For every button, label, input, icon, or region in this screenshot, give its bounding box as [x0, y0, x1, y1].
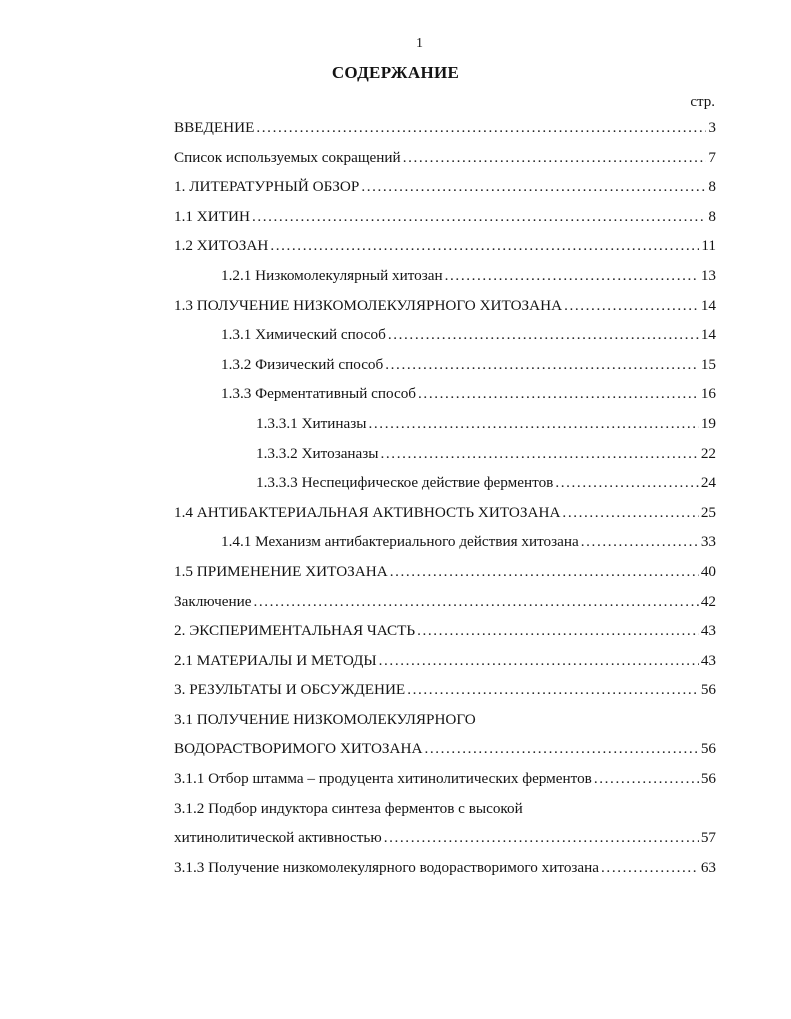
toc-dot-leader — [424, 740, 698, 758]
toc-entry-page: 25 — [700, 503, 716, 521]
toc-entry-title: 1.4 АНТИБАКТЕРИАЛЬНАЯ АКТИВНОСТЬ ХИТОЗАНА — [174, 503, 561, 521]
toc-entry-title: 1.1 ХИТИН — [174, 207, 250, 225]
toc-entry-page: 43 — [700, 622, 716, 640]
toc-dot-leader — [390, 563, 699, 581]
toc-dot-leader — [384, 829, 699, 847]
toc-dot-leader — [369, 415, 699, 433]
toc-entry-title: ВОДОРАСТВОРИМОГО ХИТОЗАНА — [174, 740, 423, 758]
toc-entry — [174, 267, 716, 297]
toc-dot-leader — [385, 356, 699, 374]
toc-dot-leader — [256, 119, 706, 137]
toc-entry-page: 14 — [700, 326, 716, 344]
toc-entry-title: 1.3.3.3 Неспецифическое действие ферментов — [256, 474, 554, 492]
toc-entry-title: 3.1 ПОЛУЧЕНИЕ НИЗКОМОЛЕКУЛЯРНОГО — [174, 710, 476, 728]
toc-dot-leader — [388, 326, 699, 344]
toc-dot-leader — [445, 267, 699, 285]
table-of-contents — [174, 119, 716, 888]
toc-entry-page: 56 — [700, 740, 716, 758]
toc-entry — [174, 208, 716, 238]
toc-entry-page: 8 — [708, 178, 716, 196]
toc-dot-leader — [418, 385, 699, 403]
toc-entry-page: 7 — [708, 148, 716, 166]
toc-entry-title: 1.3 ПОЛУЧЕНИЕ НИЗКОМОЛЕКУЛЯРНОГО ХИТОЗАНА — [174, 296, 563, 314]
toc-entry — [174, 356, 716, 386]
toc-entry — [174, 859, 716, 889]
toc-entry-title: 1.3.2 Физический способ — [221, 355, 384, 373]
toc-entry-page: 16 — [700, 385, 716, 403]
toc-entry — [174, 593, 716, 623]
toc-entry-title: 1.2 ХИТОЗАН — [174, 237, 269, 255]
toc-entry-title: 1.2.1 Низкомолекулярный хитозан — [221, 266, 443, 284]
toc-dot-leader — [417, 622, 699, 640]
toc-entry-title: 1.3.1 Химический способ — [221, 326, 386, 344]
toc-dot-leader — [379, 652, 699, 670]
toc-entry-title: 3.1.1 Отбор штамма – продуцента хитинолитических ферментов — [174, 770, 592, 788]
toc-entry-page: 56 — [700, 770, 716, 788]
toc-entry — [174, 829, 716, 859]
toc-entry — [174, 385, 716, 415]
toc-dot-leader — [601, 859, 699, 877]
toc-entry-title: 3.1.2 Подбор индуктора синтеза ферментов с высокой — [174, 799, 523, 817]
document-title: СОДЕРЖАНИЕ — [331, 63, 460, 82]
toc-entry-title: ВВЕДЕНИЕ — [174, 119, 255, 136]
toc-entry — [174, 297, 716, 327]
toc-entry — [174, 681, 716, 711]
toc-dot-leader — [252, 208, 706, 226]
toc-entry — [174, 622, 716, 652]
toc-entry — [174, 326, 716, 356]
toc-entry — [174, 474, 716, 504]
toc-entry — [174, 445, 716, 475]
toc-entry-title: 1.4.1 Механизм антибактериального действия хитозана — [221, 533, 579, 551]
toc-entry — [174, 770, 716, 800]
toc-entry-title: хитинолитической активностью — [174, 829, 382, 847]
toc-entry — [174, 533, 716, 563]
toc-entry-page: 19 — [700, 414, 716, 432]
toc-entry-page: 22 — [700, 444, 716, 462]
toc-dot-leader — [564, 297, 699, 315]
toc-entry-title: 1.3.3.2 Хитозаназы — [256, 444, 379, 462]
toc-entry-page: 42 — [700, 592, 716, 610]
toc-entry-page: 14 — [700, 296, 716, 314]
toc-entry-page: 11 — [701, 237, 716, 255]
toc-dot-leader — [594, 770, 699, 788]
toc-entry-page: 63 — [700, 858, 716, 876]
toc-dot-leader — [581, 533, 699, 551]
toc-dot-leader — [361, 178, 706, 196]
toc-entry-title: 1.3.3 Ферментативный способ — [221, 385, 417, 403]
toc-dot-leader — [403, 149, 707, 167]
toc-entry — [174, 149, 716, 179]
toc-entry-page: 40 — [700, 562, 716, 580]
toc-dot-leader — [562, 504, 698, 522]
toc-entry-page: 57 — [700, 829, 716, 847]
toc-entry — [174, 563, 716, 593]
page-column-label: стр. — [690, 94, 715, 110]
toc-entry — [174, 237, 716, 267]
toc-entry — [174, 504, 716, 534]
toc-entry — [174, 415, 716, 445]
toc-entry-page: 15 — [700, 355, 716, 373]
toc-dot-leader — [270, 237, 699, 255]
page-number: 1 — [416, 36, 423, 51]
toc-entry — [174, 652, 716, 682]
toc-entry-title: 1. ЛИТЕРАТУРНЫЙ ОБЗОР — [174, 178, 360, 196]
toc-entry-title: 2.1 МАТЕРИАЛЫ И МЕТОДЫ — [174, 651, 377, 669]
toc-entry-title: 3. РЕЗУЛЬТАТЫ И ОБСУЖДЕНИЕ — [174, 681, 406, 699]
toc-entry-title: 2. ЭКСПЕРИМЕНТАЛЬНАЯ ЧАСТЬ — [174, 622, 416, 640]
toc-dot-leader — [253, 593, 698, 611]
toc-entry-page: 24 — [700, 474, 716, 492]
toc-entry-title: 1.3.3.1 Хитиназы — [256, 414, 367, 432]
toc-entry-page: 3 — [708, 119, 716, 136]
toc-entry — [174, 711, 716, 741]
toc-dot-leader — [381, 445, 699, 463]
toc-entry-title: 3.1.3 Получение низкомолекулярного водорастворимого хитозана — [174, 858, 600, 876]
toc-entry-page: 8 — [708, 207, 716, 225]
toc-entry-page: 43 — [700, 651, 716, 669]
toc-entry-page: 33 — [700, 533, 716, 551]
toc-entry — [174, 178, 716, 208]
toc-entry-page: 56 — [700, 681, 716, 699]
toc-entry — [174, 740, 716, 770]
toc-entry-title: Список используемых сокращений — [174, 148, 401, 166]
toc-dot-leader — [555, 474, 698, 492]
toc-entry — [174, 119, 716, 149]
toc-entry-page: 13 — [700, 266, 716, 284]
toc-entry — [174, 800, 716, 830]
toc-entry-title: 1.5 ПРИМЕНЕНИЕ ХИТОЗАНА — [174, 562, 388, 580]
toc-dot-leader — [407, 681, 699, 699]
toc-entry-title: Заключение — [174, 592, 252, 610]
